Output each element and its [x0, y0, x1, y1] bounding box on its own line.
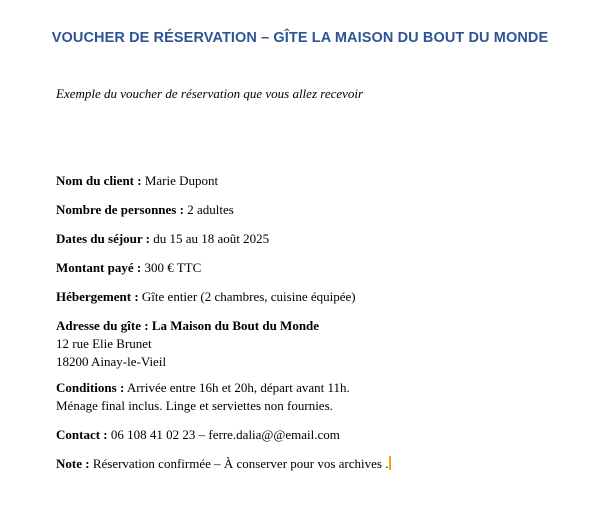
note-field — [56, 455, 391, 473]
client-label: Nom du client : — [56, 173, 142, 188]
address-label: Adresse du gîte : — [56, 318, 149, 333]
conditions-value-2: Ménage final inclus. Linge et serviettes non fournies. — [56, 398, 333, 413]
lodging-value: Gîte entier (2 chambres, cuisine équipée) — [138, 289, 356, 304]
dates-label: Dates du séjour : — [56, 231, 151, 246]
note-value: Réservation confirmée – À conserver pour vos archives . — [89, 456, 389, 471]
dates-field — [56, 230, 269, 248]
address-city: 18200 Ainay-le-Vieil — [56, 354, 167, 369]
conditions-label: Conditions : — [56, 380, 125, 395]
address-field — [56, 317, 319, 371]
intro-text: Exemple du voucher de réservation que vous allez recevoir — [56, 86, 364, 101]
persons-field — [56, 201, 234, 219]
amount-label: Montant payé : — [56, 260, 142, 275]
client-value: Marie Dupont — [141, 173, 219, 188]
contact-value: 06 108 41 02 23 – ferre.dalia@@email.com — [107, 427, 340, 442]
document-title: VOUCHER DE RÉSERVATION – GÎTE LA MAISON DU BOUT DU MONDE — [51, 30, 549, 46]
persons-label: Nombre de personnes : — [56, 202, 184, 217]
note-label: Note : — [56, 456, 90, 471]
persons-value: 2 adultes — [183, 202, 234, 217]
address-street: 12 rue Elie Brunet — [56, 336, 152, 351]
client-field — [56, 172, 218, 190]
conditions-value: Arrivée entre 16h et 20h, départ avant 11h. — [124, 380, 350, 395]
contact-label: Contact : — [56, 427, 108, 442]
text-cursor — [389, 456, 391, 470]
lodging-label: Hébergement : — [56, 289, 139, 304]
dates-value: du 15 au 18 août 2025 — [150, 231, 270, 246]
amount-value: 300 € TTC — [141, 260, 202, 275]
amount-field — [56, 259, 201, 277]
conditions-field — [56, 379, 350, 415]
lodging-field — [56, 288, 356, 306]
address-name: La Maison du Bout du Monde — [148, 318, 320, 333]
contact-field — [56, 426, 340, 444]
